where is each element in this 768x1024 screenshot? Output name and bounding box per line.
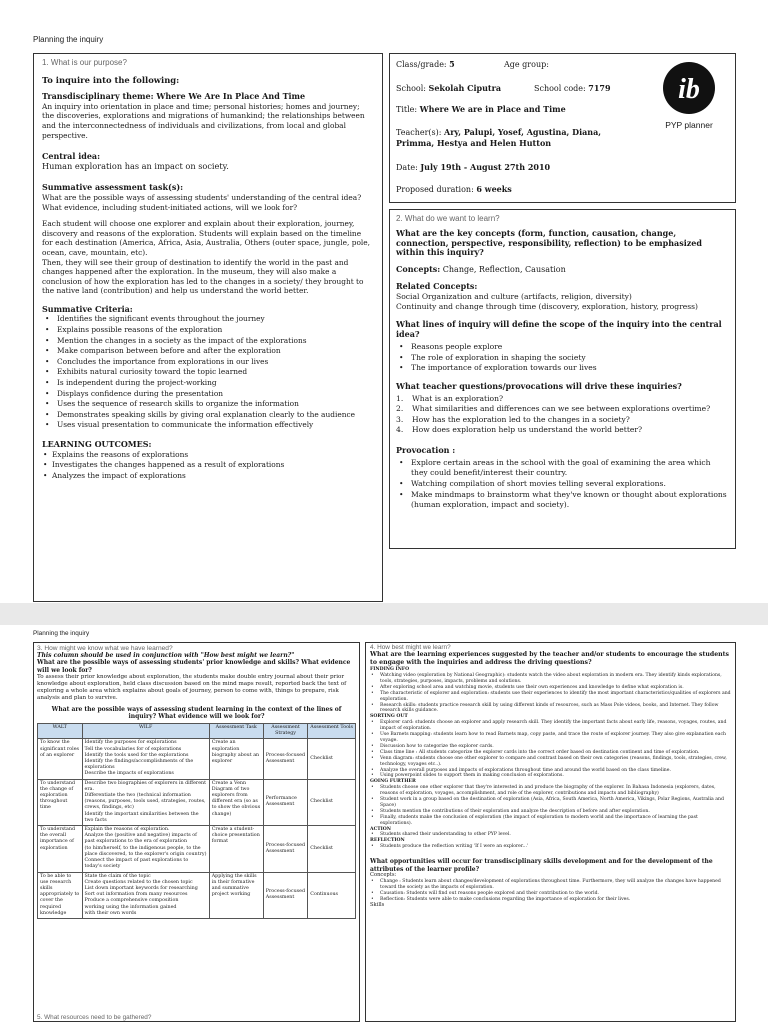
criterion-item: • Identifies the significant events throughout the journey bbox=[42, 314, 374, 325]
teacher-question-item: 3. How has the exploration led to the changes in a society? bbox=[396, 414, 630, 424]
theme-heading: Transdisciplinary theme: Where We Are In Place And Time bbox=[42, 91, 306, 102]
line-of-inquiry-item: • Reasons people explore bbox=[396, 342, 729, 353]
prior-knowledge-question: What are the possible ways of assessing students' prior knowledge and skills? What evidence will we look for? bbox=[37, 659, 351, 674]
learning-experiences-question: What are the learning experiences suggested by the teacher and/or students to encourage the students to engage with the inquiries and address the driving questions? bbox=[370, 650, 729, 666]
criteria-heading: Summative Criteria: bbox=[42, 303, 133, 314]
table-cell-walt: To understand the overall importance of exploration bbox=[38, 826, 83, 872]
sorting-out-item: • Discussion how to categorize the explorer cards. bbox=[370, 744, 731, 750]
section-title: 1. What is our purpose? bbox=[42, 58, 127, 67]
criterion-item: • Uses the sequence of research skills to organize the information bbox=[42, 399, 374, 410]
sorting-out-item: • Explorer card: students choose an explorer and apply research skill. They identify the important facts about early life, reasons, voyages, routes, and impact of exploration. bbox=[370, 720, 731, 732]
table-header-cell: WILF bbox=[82, 724, 209, 739]
page-header: Planning the inquiry bbox=[33, 35, 104, 44]
teachers: Teacher(s): Ary, Palupi, Yosef, Agustina, Diana, Primma, Hestya and Helen Hutton bbox=[396, 127, 602, 148]
outcomes-list bbox=[42, 450, 374, 482]
table-cell-walt: To be able to use research skills appropriately to cover the required knowledge bbox=[38, 872, 83, 918]
line-of-inquiry-item: • The importance of exploration towards our lives bbox=[396, 363, 729, 374]
table-header-row bbox=[38, 724, 356, 739]
next-section-title: 5. What resources need to be gathered? bbox=[37, 1014, 152, 1021]
concepts-label: Concepts: bbox=[370, 872, 397, 878]
criterion-item: • Displays confidence during the presentation bbox=[42, 389, 374, 400]
sorting-out-item: • Use Barnets mapping: students learn how to read Barnets map, copy paste, and trace the route of explorer journey. They also give explanation each voyage. bbox=[370, 732, 731, 744]
table-header-cell: Assessment Task bbox=[209, 724, 263, 739]
concepts-list bbox=[370, 879, 731, 903]
table-cell-wilf: Explain the reasons of exploration. Analyze the (positive and negative) impacts of past explorations to the era of exploration (to him/herself, to the indigenous people, to the place discovered, to the explorer's origin country) Connect the impact of past explorations to today's society bbox=[82, 826, 209, 872]
sorting-out-item: • Analyze the overall purposes and impacts of explorations throughout time and around the world based on the class timeline. bbox=[370, 768, 731, 774]
table-cell-task: Create an exploration biography about an explorer bbox=[209, 739, 263, 779]
table-row bbox=[38, 826, 356, 872]
criterion-item: • Uses visual presentation to communicate the information effectively bbox=[42, 420, 374, 431]
section-how-learn bbox=[365, 642, 736, 1022]
table-cell-strategy: Process-focused Assessment bbox=[263, 826, 308, 872]
finding-info-list bbox=[370, 673, 731, 714]
criterion-item: • Explains possible reasons of the exploration bbox=[42, 325, 374, 336]
criterion-item: • Exhibits natural curiosity toward the topic learned bbox=[42, 367, 374, 378]
teacher-questions-heading: What teacher questions/provocations will drive these inquiries? bbox=[396, 380, 682, 391]
table-cell-wilf: Identify the purposes for explorations Tell the vocabularies for of explorations Identify the tools used for the explorations Identify the findings/accomplishments of the explorations Describe the impacts of explorations bbox=[82, 739, 209, 779]
provocation-item: • Make mindmaps to brainstorm what they've known or thought about explorations (human exploration, impact and society). bbox=[396, 490, 729, 511]
lines-of-inquiry-list bbox=[396, 342, 729, 374]
section-assess bbox=[33, 642, 360, 1022]
criterion-item: • Is independent during the project-working bbox=[42, 378, 374, 389]
section-title: 4. How best might we learn? bbox=[370, 644, 451, 651]
sorting-out-item: • Class time line : All students categorize the explorer cards into the correct order based on destination continent and time of exploration. bbox=[370, 750, 731, 756]
school: School: Sekolah Ciputra bbox=[396, 83, 502, 93]
table-row bbox=[38, 739, 356, 779]
page-gap bbox=[0, 603, 768, 625]
table-cell-strategy: Process-focused Assessment bbox=[263, 739, 308, 779]
finding-info-item: • After exploring school area and watching movie, students use their own experiences and knowledge to define what exploration is. bbox=[370, 685, 731, 691]
central-idea-text: Human exploration has an impact on society. bbox=[42, 160, 229, 171]
key-concepts-question: What are the key concepts (form, function, causation, change, connection, perspective, responsibility, reflection) to be emphasized within this inquiry? bbox=[396, 227, 702, 258]
table-cell-tool: Continuous bbox=[308, 872, 356, 918]
info-box bbox=[389, 53, 736, 203]
finding-info-item: • Watching video (exploration by National Geographic): students watch the video about exploration in modern era. They identify kinds explorations, tools, strategies, purposes, impacts, problems and solutions. bbox=[370, 673, 731, 685]
ib-logo-icon bbox=[661, 60, 717, 116]
action-item: • Students shared their understanding to other PYP level. bbox=[370, 832, 731, 838]
table-cell-task: Create a student-choice presentation format bbox=[209, 826, 263, 872]
going-further-list bbox=[370, 785, 731, 826]
table-cell-tool: Checklist bbox=[308, 779, 356, 825]
reflection-heading: REFLECTION bbox=[370, 838, 405, 844]
table-cell-task: Applying the skills in their formative and summative project working bbox=[209, 872, 263, 918]
table-cell-wilf: Describe two biographies of explorers in different era. Differentiate the two (technical information (reasons, purposes, tools used, strategies, routes, crews, findings, etc) Identify the important similarities between the two facts bbox=[82, 779, 209, 825]
provocation-heading: Provocation : bbox=[396, 444, 456, 455]
outcome-item: • Explains the reasons of explorations bbox=[42, 450, 374, 461]
sorting-out-heading: SORTING OUT bbox=[370, 714, 408, 720]
unit-title: Title: Where We are in Place and Time bbox=[396, 104, 566, 114]
table-cell-wilf: State the claim of the topic Create questions related to the chosen topic List down important keywords for researching Sort out information from many resources Produce a comprehensive composition working using the information gained with their own words bbox=[82, 872, 209, 918]
sorting-out-item: • Using powerpoint slides to support them in making conclusion of explorations. bbox=[370, 773, 731, 779]
table-cell-tool: Checklist bbox=[308, 739, 356, 779]
planner-page-2 bbox=[0, 625, 768, 1024]
svg-text:ib: ib bbox=[678, 74, 700, 105]
summative-heading: Summative assessment task(s): bbox=[42, 182, 184, 193]
lines-of-inquiry-question: What lines of inquiry will define the scope of the inquiry into the central idea? bbox=[396, 319, 722, 340]
criteria-list bbox=[42, 314, 374, 431]
sorting-out-item: • Venn diagram: students choose one other explorer to compare and contrast based on their own categories (reasons, findings, tools, strategies, crew, technology, voyages etc..). bbox=[370, 756, 731, 768]
teacher-question-item: 4. How does exploration help us understand the world better? bbox=[396, 425, 643, 435]
finding-info-heading: FINDING INFO bbox=[370, 667, 410, 673]
class-grade: Class/grade: 5 bbox=[396, 59, 455, 69]
criterion-item: • Mention the changes in a society as the impact of the explorations bbox=[42, 336, 374, 347]
table-header-cell: Assessment Tools bbox=[308, 724, 356, 739]
dates: Date: July 19th - August 27th 2010 bbox=[396, 162, 551, 172]
ib-logo bbox=[661, 60, 717, 130]
teacher-question-item: 1. What is an exploration? bbox=[396, 393, 504, 403]
finding-info-item: • The characteristic of explorer and exploration: students use their experiences to identify the most important characteristics/qualities of explorers and exploration. bbox=[370, 691, 731, 703]
page-header: Planning the inquiry bbox=[33, 630, 90, 637]
teacher-question-item: 2. What similarities and differences can we see between explorations overtime? bbox=[396, 404, 711, 414]
section-learn bbox=[389, 209, 736, 549]
criterion-item: • Demonstrates speaking skills by giving oral explanation clearly to the audience bbox=[42, 410, 374, 421]
concept-item: • Change : Students learn about changes/development of explorations throughout time. Furthermore, they will analyze the changes have happened toward the society as the impacts of exploration. bbox=[370, 879, 731, 891]
table-header-cell: Assessment Strategy bbox=[263, 724, 308, 739]
going-further-heading: GOING FURTHER bbox=[370, 779, 416, 785]
reflection-list bbox=[370, 844, 731, 850]
reflection-item: • Students produce the reflection writing 'If I were an explorer...' bbox=[370, 844, 731, 850]
section-title: 2. What do we want to learn? bbox=[396, 214, 500, 223]
concept-item: • Causation: Students will find out reasons people explored and their contribution to the world. bbox=[370, 891, 731, 897]
finding-info-item: • Research skills: students practice research skill by using different kinds of resources, such as Mass Pole videos, books, and Internet. They follow research skills guidance. bbox=[370, 703, 731, 715]
related-concepts-heading: Related Concepts: bbox=[396, 280, 478, 291]
concept-item: • Reflection: Students were able to make conclusions regarding the importance of exploration for their lives. bbox=[370, 897, 731, 903]
prior-knowledge-text: To assess their prior knowledge about exploration, the students make double entry journal about their prior knowledge about exploration, held class discussion based on the mind maps result, reported back the text of exploring a whole area which explains about goals of journey, person to come with, things to prepare, risk analysis and plan to survive. bbox=[37, 673, 347, 702]
central-idea-heading: Central idea: bbox=[42, 151, 101, 162]
column-note: This column should be used in conjunction with "How best might we learn?" bbox=[37, 652, 295, 660]
learning-assessment-question: What are the possible ways of assessing student learning in the context of the lines of inquiry? What evidence will we look for? bbox=[51, 705, 342, 720]
logo-caption: PYP planner bbox=[665, 120, 713, 130]
table-cell-strategy: Process-focused Assessment bbox=[263, 872, 308, 918]
table-cell-walt: To understand the change of exploration throughout time bbox=[38, 779, 83, 825]
table-cell-walt: To know the significant roles of an explorer bbox=[38, 739, 83, 779]
table-row bbox=[38, 779, 356, 825]
inquire-heading: To inquire into the following: bbox=[42, 74, 180, 85]
table-header-cell: WALT bbox=[38, 724, 83, 739]
going-further-item: • Students choose one other explorer that they're interested in and produce the biography of the explorer. In Bahasa Indonesia (explorers, dates, reasons of exploration, voyages, accomplishment, and role of the explorer, contributions and impacts and bibliography) bbox=[370, 785, 731, 797]
age-group: Age group: bbox=[504, 60, 549, 69]
outcome-item: • Analyzes the impact of explorations bbox=[42, 471, 374, 482]
summative-text: Each student will choose one explorer and explain about their exploration, journey, discovery and reasons of the exploration. Students will explain based on the timeline for each destination (America, Africa, Asia, Australia, Others (outer space, jungle, pole, ocean, cave, mountain, etc). Then, they will see their group of destination to identify the world in the past and changes happened after the exploration. In the museum, they will also make a conclusion of how the exploration has led to the changes in a society/ they brought to the native land (contribution) and help us understand the world better. bbox=[42, 219, 370, 296]
summative-question: What are the possible ways of assessing students' understanding of the central idea? What evidence, including student-initiated actions, will we look for? bbox=[42, 192, 362, 212]
sorting-out-list bbox=[370, 720, 731, 779]
teacher-questions-list bbox=[396, 394, 729, 436]
skills-label: Skills bbox=[370, 901, 385, 908]
table-row bbox=[38, 872, 356, 918]
theme-text: An inquiry into orientation in place and time; personal histories; homes and journey; the discoveries, explorations and migrations of humankind; the relationships between and the interconnectedness of individuals and civilizations, from local and global perspective. bbox=[42, 101, 365, 140]
provocations-list bbox=[396, 458, 729, 511]
related-concept-1: Social Organization and culture (artifacts, religion, diversity) bbox=[396, 291, 632, 301]
going-further-item: • Students mention the contributions of their exploration and analyze the description of before and after exploration. bbox=[370, 809, 731, 815]
concepts: Concepts: Change, Reflection, Causation bbox=[396, 264, 566, 275]
table-cell-tool: Checklist bbox=[308, 826, 356, 872]
related-concept-2: Continuity and change through time (discovery, exploration, history, progress) bbox=[396, 301, 698, 311]
school-code: School code: 7179 bbox=[534, 83, 611, 93]
line-of-inquiry-item: • The role of exploration in shaping the society bbox=[396, 353, 729, 364]
criterion-item: • Make comparison between before and after the exploration bbox=[42, 346, 374, 357]
provocation-item: • Watching compilation of short movies telling several explorations. bbox=[396, 479, 729, 490]
duration: Proposed duration: 6 weeks bbox=[396, 184, 512, 194]
going-further-item: • Finally, students make the conclusion of exploration (the impact of exploration to modern world and the importance of learning the past explorations). bbox=[370, 815, 731, 827]
opportunities-question: What opportunities will occur for transdisciplinary skills development and for the development of the attributes of the learner profile? bbox=[370, 858, 713, 873]
going-further-item: • Student work in a group based on the destination of exploration (Asia, Africa, South America, North America, Vikings, Polar Regions, Australia and Space) bbox=[370, 797, 731, 809]
provocation-item: • Explore certain areas in the school with the goal of examining the area which they could benefit/interest their country. bbox=[396, 458, 729, 479]
action-list bbox=[370, 832, 731, 838]
outcome-item: • Investigates the changes happened as a result of explorations bbox=[42, 460, 374, 471]
section-purpose bbox=[33, 53, 383, 602]
action-heading: ACTION bbox=[370, 826, 391, 832]
table-cell-task: Create a Venn Diagram of two explorers from different era (so as to show the obvious change) bbox=[209, 779, 263, 825]
assessment-table bbox=[37, 723, 356, 919]
criterion-item: • Concludes the importance from explorations in our lives bbox=[42, 357, 374, 368]
outcomes-heading: LEARNING OUTCOMES: bbox=[42, 439, 152, 449]
section-title: 3. How might we know what we have learned? bbox=[37, 645, 173, 652]
table-cell-strategy: Performance Assessment bbox=[263, 779, 308, 825]
